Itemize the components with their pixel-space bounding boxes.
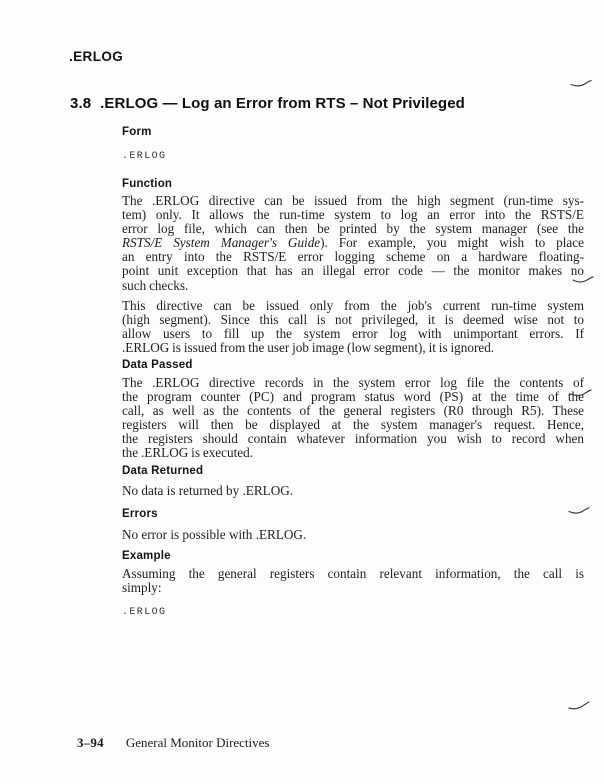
function-paragraph-1: [122, 194, 584, 293]
paragraph-line: the program counter (PC) and program status word (PS) at the time of the: [122, 389, 584, 405]
paragraph-line: The .ERLOG directive can be issued from the high segment (run-time sys-: [122, 193, 584, 208]
example-heading: Example: [122, 550, 171, 562]
paragraph-line: such checks.: [122, 277, 189, 293]
scan-curl-mark: [570, 388, 592, 398]
paragraph-line: tem) only. It allows the run-time system to log an error into the RSTS/E: [122, 207, 584, 223]
paragraph-line: registers will then be displayed at the system manager's request. Hence,: [122, 417, 584, 433]
paragraph-line: .ERLOG is issued from the user job image (low segment), it is ignored.: [122, 340, 495, 356]
paragraph-line: Assuming the general registers contain relevant information, the call is: [122, 566, 584, 581]
paragraph-line: an entry into the RSTS/E error logging scheme on a hardware floating-: [122, 249, 584, 265]
running-header: .ERLOG: [69, 49, 124, 64]
paragraph-line: error log file, which can then be printed by the system manager (see the: [122, 221, 584, 237]
example-code: .ERLOG: [122, 607, 167, 618]
scan-curl-mark: [570, 79, 592, 89]
form-code: .ERLOG: [122, 151, 167, 162]
paragraph-line: (high segment). Since this call is not privileged, it is deemed wise not to: [122, 312, 584, 328]
paragraph-line: point unit exception that has an illegal error code — the monitor makes no: [122, 263, 584, 279]
scan-curl-mark: [568, 701, 590, 711]
data-returned-heading: Data Returned: [122, 465, 204, 477]
scan-curl-mark: [568, 506, 590, 516]
paragraph-line: The .ERLOG directive records in the system error log file the contents of: [122, 375, 584, 390]
paragraph-line: simply:: [122, 580, 162, 596]
page-footer: [77, 735, 270, 751]
section-heading: [70, 95, 465, 112]
paragraph-line: call, as well as the contents of the general registers (R0 through R5). These: [122, 403, 584, 419]
paragraph-line: This directive can be issued only from the job's current run-time system: [122, 298, 584, 313]
data-returned-text: No data is returned by .ERLOG.: [122, 483, 294, 498]
footer-section-title: General Monitor Directives: [125, 735, 270, 750]
italic-book-title: RSTS/E System Manager's Guide: [122, 235, 321, 251]
paragraph-line-rest: ). For example, you might wish to place: [320, 235, 584, 251]
errors-text: No error is possible with .ERLOG.: [122, 527, 307, 542]
paragraph-line: allow users to fill up the system error log with unimportant errors. If: [122, 326, 584, 342]
function-heading: Function: [122, 178, 173, 190]
data-passed-paragraph: [122, 376, 584, 461]
page-number: 3–94: [77, 735, 104, 750]
paragraph-line: the registers should contain whatever information you wish to record when: [122, 431, 584, 447]
errors-heading: Errors: [122, 508, 158, 520]
form-heading: Form: [122, 126, 152, 138]
section-title: .ERLOG — Log an Error from RTS – Not Privileged: [100, 95, 465, 112]
function-paragraph-2: [122, 299, 584, 355]
paragraph-line: [122, 236, 584, 250]
paragraph-line: the .ERLOG is executed.: [122, 445, 254, 461]
data-passed-heading: Data Passed: [122, 359, 193, 371]
section-number: 3.8: [70, 95, 92, 112]
scan-curl-mark: [572, 275, 594, 285]
example-paragraph: [122, 567, 584, 595]
